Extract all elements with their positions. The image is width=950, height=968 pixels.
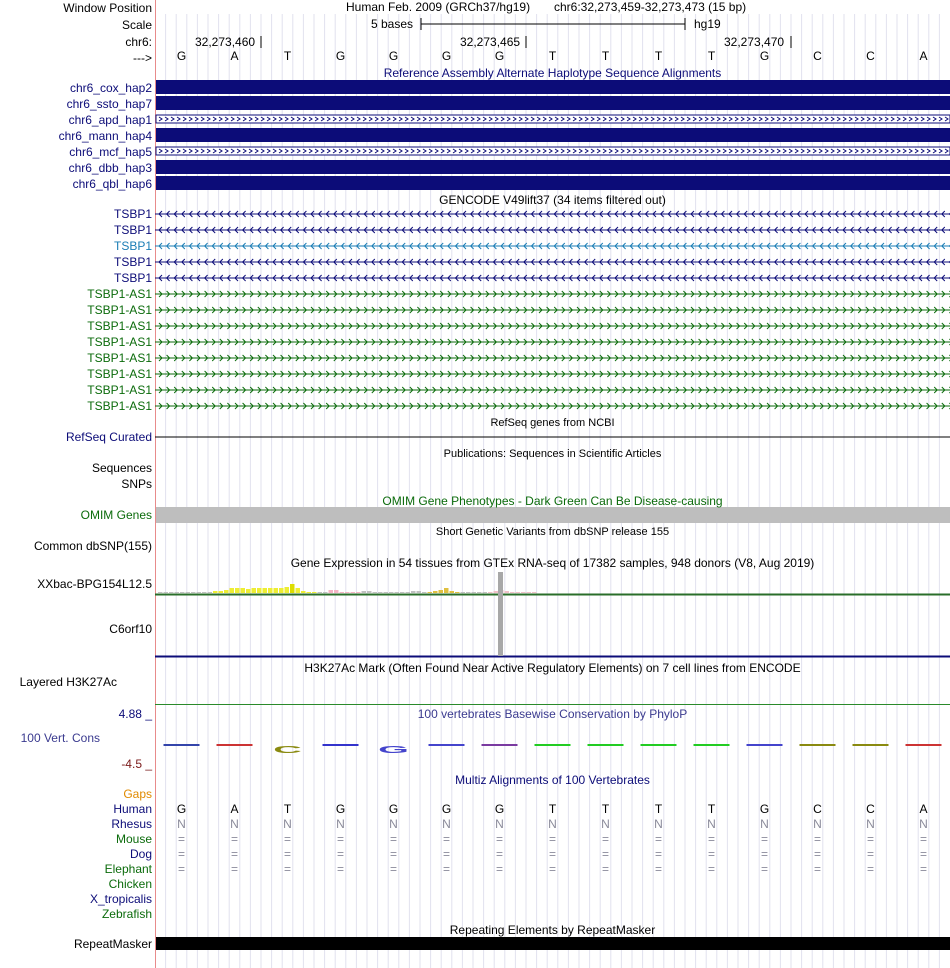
multiz-base: = bbox=[442, 862, 450, 876]
multiz-base: = bbox=[813, 847, 821, 861]
gencode-row-label[interactable]: TSBP1-AS1 bbox=[87, 383, 152, 397]
repeatmasker-track-title: Repeating Elements by RepeatMasker bbox=[449, 923, 656, 937]
multiz-base: = bbox=[760, 832, 768, 846]
phylop-base-bar bbox=[906, 744, 942, 746]
gtex-expression-bar bbox=[219, 591, 224, 593]
gencode-row-label[interactable]: TSBP1-AS1 bbox=[87, 319, 152, 333]
gtex-expression-bar bbox=[428, 592, 433, 593]
gtex-expression-bar bbox=[290, 584, 295, 593]
multiz-species-label[interactable]: Chicken bbox=[108, 877, 152, 891]
multiz-base: = bbox=[336, 847, 344, 861]
multiz-base: = bbox=[283, 862, 291, 876]
omim-track-label[interactable]: OMIM Genes bbox=[80, 508, 152, 522]
multiz-base: G bbox=[441, 802, 452, 816]
gtex-expression-bar bbox=[285, 587, 290, 593]
alt-hap-alignment-bar bbox=[156, 176, 950, 190]
phylop-base-bar bbox=[588, 744, 624, 746]
multiz-base: G bbox=[759, 802, 770, 816]
gencode-row-label[interactable]: TSBP1-AS1 bbox=[87, 367, 152, 381]
multiz-base: = bbox=[177, 832, 185, 846]
gtex-expression-bar bbox=[378, 592, 383, 593]
multiz-base: = bbox=[919, 847, 927, 861]
base-letter: T bbox=[548, 49, 557, 63]
publications-track-title: Publications: Sequences in Scientific Articles bbox=[443, 448, 662, 460]
base-letter: A bbox=[230, 49, 239, 63]
gtex-expression-bar bbox=[510, 592, 515, 593]
multiz-base: = bbox=[389, 847, 397, 861]
gtex-expression-bar bbox=[202, 592, 207, 593]
gencode-row-label[interactable]: TSBP1-AS1 bbox=[87, 287, 152, 301]
multiz-species-label[interactable]: Rhesus bbox=[111, 817, 152, 831]
gtex-expression-bar bbox=[444, 588, 449, 593]
tick-label-3: 32,273,470 bbox=[724, 35, 785, 49]
phylop-base-glyph: C bbox=[273, 744, 302, 756]
multiz-base: C bbox=[813, 802, 822, 816]
multiz-base: = bbox=[813, 832, 821, 846]
gtex-expression-bar bbox=[318, 592, 323, 593]
gtex-expression-bar bbox=[235, 588, 240, 593]
multiz-base: N bbox=[548, 817, 557, 831]
gtex-expression-bar bbox=[334, 590, 339, 593]
gtex-expression-bar bbox=[516, 592, 521, 593]
gencode-row-label[interactable]: TSBP1 bbox=[113, 239, 152, 253]
gtex-expression-bar bbox=[389, 592, 394, 593]
multiz-base: G bbox=[176, 802, 187, 816]
multiz-base: T bbox=[548, 802, 557, 816]
gencode-row-label[interactable]: TSBP1-AS1 bbox=[87, 399, 152, 413]
multiz-base: N bbox=[336, 817, 345, 831]
multiz-base: C bbox=[866, 802, 875, 816]
alt-hap-row-label[interactable]: chr6_qbl_hap6 bbox=[72, 177, 152, 191]
gtex-track-title: Gene Expression in 54 tissues from GTEx RNA-seq of 17382 samples, 948 donors (V8, Aug 2019) bbox=[290, 556, 815, 570]
multiz-base: N bbox=[866, 817, 875, 831]
multiz-species-label[interactable]: Dog bbox=[129, 847, 152, 861]
base-letter: G bbox=[759, 49, 770, 63]
phylop-track-title: 100 vertebrates Basewise Conservation by PhyloP bbox=[417, 707, 688, 721]
gtex-expression-bar bbox=[527, 592, 532, 593]
alt-hap-row-label[interactable]: chr6_mcf_hap5 bbox=[69, 145, 152, 159]
gtex-expression-bar bbox=[191, 592, 196, 593]
base-letter: G bbox=[388, 49, 399, 63]
gtex-gene2-label[interactable]: C6orf10 bbox=[109, 622, 152, 636]
strand-label: ---> bbox=[133, 51, 152, 65]
multiz-base: = bbox=[760, 847, 768, 861]
multiz-species-label[interactable]: X_tropicalis bbox=[89, 892, 152, 906]
multiz-gaps-label: Gaps bbox=[123, 787, 152, 801]
multiz-species-label[interactable]: Human bbox=[113, 802, 152, 816]
gtex-expression-bar bbox=[367, 591, 372, 593]
multiz-base: N bbox=[919, 817, 928, 831]
base-letter: G bbox=[176, 49, 187, 63]
gtex-expression-bar bbox=[450, 591, 455, 593]
multiz-base: N bbox=[177, 817, 186, 831]
gtex-expression-bar bbox=[257, 588, 262, 593]
h3k27ac-track-label[interactable]: Layered H3K27Ac bbox=[19, 675, 117, 689]
omim-track-title: OMIM Gene Phenotypes - Dark Green Can Be Disease-causing bbox=[382, 494, 723, 508]
gtex-expression-bar bbox=[307, 592, 312, 593]
multiz-species-label[interactable]: Mouse bbox=[115, 832, 152, 846]
base-letter: G bbox=[441, 49, 452, 63]
base-letter: C bbox=[866, 49, 875, 63]
tick-label-2: 32,273,465 bbox=[460, 35, 521, 49]
phylop-max-label: 4.88 _ bbox=[118, 707, 152, 721]
gencode-row-label[interactable]: TSBP1 bbox=[113, 207, 152, 221]
alt-hap-row-label[interactable]: chr6_cox_hap2 bbox=[69, 81, 152, 95]
gtex-expression-bar bbox=[230, 588, 235, 593]
multiz-base: N bbox=[230, 817, 239, 831]
alt-hap-row-label[interactable]: chr6_ssto_hap7 bbox=[66, 97, 152, 111]
publications-snps-label[interactable]: SNPs bbox=[121, 477, 152, 491]
multiz-base: = bbox=[707, 862, 715, 876]
multiz-base: A bbox=[919, 802, 928, 816]
gtex-expression-bar bbox=[329, 590, 334, 593]
h3k27ac-track-title: H3K27Ac Mark (Often Found Near Active Regulatory Elements) on 7 cell lines from ENCODE bbox=[304, 661, 801, 675]
gtex-expression-bar bbox=[411, 591, 416, 593]
phylop-base-bar bbox=[217, 744, 253, 746]
alt-hap-row-label[interactable]: chr6_apd_hap1 bbox=[68, 113, 152, 127]
phylop-base-bar bbox=[694, 744, 730, 746]
multiz-base: = bbox=[760, 862, 768, 876]
multiz-base: = bbox=[442, 832, 450, 846]
gtex-expression-bar bbox=[477, 592, 482, 593]
base-letter: A bbox=[919, 49, 928, 63]
gtex-expression-bar bbox=[455, 592, 460, 593]
gtex-expression-bar bbox=[279, 588, 284, 593]
gtex-expression-bar bbox=[241, 588, 246, 593]
alt-hap-alignment-bar bbox=[156, 160, 950, 174]
gtex-expression-bar bbox=[483, 592, 488, 593]
multiz-base: A bbox=[230, 802, 239, 816]
gtex-position-highlight bbox=[498, 572, 503, 656]
multiz-base: G bbox=[335, 802, 346, 816]
publications-sequences-label[interactable]: Sequences bbox=[91, 461, 152, 475]
refseq-track-title: RefSeq genes from NCBI bbox=[490, 417, 615, 429]
multiz-base: = bbox=[707, 847, 715, 861]
multiz-base: = bbox=[230, 862, 238, 876]
multiz-base: T bbox=[283, 802, 292, 816]
multiz-base: = bbox=[495, 832, 503, 846]
multiz-base: = bbox=[177, 847, 185, 861]
base-letter: G bbox=[494, 49, 505, 63]
gencode-row-label[interactable]: TSBP1 bbox=[113, 255, 152, 269]
gtex-expression-bar bbox=[384, 592, 389, 593]
multiz-base: = bbox=[442, 847, 450, 861]
gtex-expression-bar bbox=[488, 592, 493, 593]
gtex-expression-bar bbox=[263, 588, 268, 593]
multiz-base: T bbox=[601, 802, 610, 816]
gtex-expression-bar bbox=[505, 591, 510, 593]
phylop-track-label[interactable]: 100 Vert. Cons bbox=[20, 731, 100, 745]
base-letter: T bbox=[601, 49, 610, 63]
multiz-base: N bbox=[654, 817, 663, 831]
gtex-expression-bar bbox=[169, 592, 174, 593]
gtex-expression-bar bbox=[246, 589, 251, 593]
multiz-base: N bbox=[760, 817, 769, 831]
alt-hap-row-label[interactable]: chr6_mann_hap4 bbox=[58, 129, 152, 143]
multiz-base: = bbox=[336, 832, 344, 846]
gtex-expression-bar bbox=[323, 592, 328, 593]
multiz-base: N bbox=[495, 817, 504, 831]
gtex-expression-bar bbox=[197, 592, 202, 593]
multiz-species-label[interactable]: Zebrafish bbox=[101, 907, 152, 921]
multiz-base: = bbox=[866, 862, 874, 876]
phylop-base-bar bbox=[164, 744, 200, 746]
multiz-base: N bbox=[707, 817, 716, 831]
gtex-gene1-label[interactable]: XXbac-BPG154L12.5 bbox=[37, 577, 152, 591]
alt-hap-alignment-bar bbox=[156, 96, 950, 110]
gtex-expression-bar bbox=[186, 592, 191, 593]
tick-label-1: 32,273,460 bbox=[195, 35, 256, 49]
gtex-expression-bar bbox=[340, 592, 345, 593]
gtex-expression-bar bbox=[466, 592, 471, 593]
gtex-expression-bar bbox=[180, 592, 185, 593]
multiz-base: G bbox=[388, 802, 399, 816]
gtex-expression-bar bbox=[164, 592, 169, 593]
gtex-expression-bar bbox=[296, 588, 301, 593]
gtex-expression-bar bbox=[422, 592, 427, 593]
repeatmasker-bar bbox=[156, 937, 950, 950]
gtex-expression-bar bbox=[532, 592, 537, 593]
phylop-base-bar bbox=[323, 744, 359, 746]
gencode-track-title: GENCODE V49lift37 (34 items filtered out) bbox=[439, 193, 666, 207]
alt-hap-track-title: Reference Assembly Alternate Haplotype Sequence Alignments bbox=[383, 66, 722, 80]
phylop-base-bar bbox=[641, 744, 677, 746]
gtex-expression-bar bbox=[208, 592, 213, 593]
multiz-base: = bbox=[654, 847, 662, 861]
multiz-base: = bbox=[283, 832, 291, 846]
gtex-expression-bar bbox=[472, 592, 477, 593]
phylop-base-bar bbox=[535, 744, 571, 746]
gencode-row-label[interactable]: TSBP1-AS1 bbox=[87, 351, 152, 365]
multiz-species-label[interactable]: Elephant bbox=[104, 862, 152, 876]
gencode-row-label[interactable]: TSBP1-AS1 bbox=[87, 303, 152, 317]
alt-hap-row-label[interactable]: chr6_dbb_hap3 bbox=[68, 161, 152, 175]
repeatmasker-track-label[interactable]: RepeatMasker bbox=[73, 937, 152, 951]
scale-label: Scale bbox=[121, 18, 152, 32]
multiz-base: N bbox=[813, 817, 822, 831]
assembly-label: Human Feb. 2009 (GRCh37/hg19) bbox=[346, 0, 531, 14]
gtex-expression-bar bbox=[461, 592, 466, 593]
multiz-base: = bbox=[389, 832, 397, 846]
base-letter: T bbox=[654, 49, 663, 63]
phylop-base-bar bbox=[429, 744, 465, 746]
gtex-expression-bar bbox=[158, 592, 163, 593]
gtex-expression-bar bbox=[395, 592, 400, 593]
multiz-base: = bbox=[548, 847, 556, 861]
dbsnp-track-title: Short Genetic Variants from dbSNP release 155 bbox=[435, 526, 670, 538]
multiz-base: = bbox=[548, 832, 556, 846]
multiz-base: N bbox=[442, 817, 451, 831]
base-letter: C bbox=[813, 49, 822, 63]
gtex-expression-bar bbox=[301, 591, 306, 593]
multiz-base: T bbox=[707, 802, 716, 816]
multiz-base: = bbox=[866, 847, 874, 861]
multiz-base: = bbox=[177, 862, 185, 876]
multiz-base: = bbox=[654, 832, 662, 846]
multiz-base: N bbox=[601, 817, 610, 831]
multiz-base: = bbox=[548, 862, 556, 876]
gtex-expression-bar bbox=[356, 592, 361, 593]
db-label: hg19 bbox=[694, 17, 721, 31]
gtex-expression-bar bbox=[362, 591, 367, 593]
gtex-expression-bar bbox=[417, 591, 422, 593]
multiz-base: = bbox=[601, 847, 609, 861]
multiz-base: = bbox=[707, 832, 715, 846]
dbsnp-track-label[interactable]: Common dbSNP(155) bbox=[33, 539, 152, 553]
omim-bar bbox=[156, 507, 950, 523]
multiz-base: = bbox=[866, 832, 874, 846]
gencode-row-label[interactable]: TSBP1 bbox=[113, 271, 152, 285]
multiz-base: = bbox=[495, 862, 503, 876]
multiz-base: N bbox=[389, 817, 398, 831]
refseq-track-label[interactable]: RefSeq Curated bbox=[65, 430, 152, 444]
phylop-base-bar bbox=[853, 744, 889, 746]
multiz-track-title: Multiz Alignments of 100 Vertebrates bbox=[455, 773, 650, 787]
chrom-label: chr6: bbox=[125, 35, 152, 49]
multiz-base: = bbox=[389, 862, 397, 876]
multiz-base: T bbox=[654, 802, 663, 816]
gtex-expression-bar bbox=[345, 592, 350, 593]
phylop-base-bar bbox=[482, 744, 518, 746]
gencode-row-label[interactable]: TSBP1 bbox=[113, 223, 152, 237]
gtex-expression-bar bbox=[213, 591, 218, 593]
multiz-base: = bbox=[230, 832, 238, 846]
gtex-expression-bar bbox=[268, 588, 273, 593]
multiz-base: = bbox=[336, 862, 344, 876]
multiz-base: = bbox=[654, 862, 662, 876]
gtex-expression-bar bbox=[274, 588, 279, 593]
position-label: chr6:32,273,459-32,273,473 (15 bp) bbox=[554, 0, 747, 14]
multiz-base: = bbox=[283, 847, 291, 861]
gtex-expression-bar bbox=[439, 590, 444, 593]
alt-hap-alignment-bar bbox=[156, 80, 950, 94]
gtex-expression-bar bbox=[175, 592, 180, 593]
multiz-base: = bbox=[601, 862, 609, 876]
gtex-expression-bar bbox=[494, 591, 499, 593]
gtex-expression-bar bbox=[433, 591, 438, 593]
gtex-expression-bar bbox=[406, 592, 411, 593]
gencode-row-label[interactable]: TSBP1-AS1 bbox=[87, 335, 152, 349]
window-position-label: Window Position bbox=[63, 1, 152, 15]
gtex-expression-bar bbox=[224, 590, 229, 593]
gtex-expression-bar bbox=[400, 592, 405, 593]
phylop-min-label: -4.5 _ bbox=[121, 757, 152, 771]
gtex-expression-bar bbox=[351, 592, 356, 593]
multiz-base: = bbox=[813, 862, 821, 876]
multiz-base: = bbox=[601, 832, 609, 846]
gtex-expression-bar bbox=[312, 592, 317, 593]
phylop-base-glyph: G bbox=[378, 744, 409, 756]
base-letter: T bbox=[283, 49, 292, 63]
phylop-base-bar bbox=[800, 744, 836, 746]
multiz-base: = bbox=[495, 847, 503, 861]
base-letter: T bbox=[707, 49, 716, 63]
gtex-expression-bar bbox=[521, 592, 526, 593]
gtex-expression-bar bbox=[252, 588, 257, 593]
alt-hap-alignment-bar bbox=[156, 128, 950, 142]
base-letter: G bbox=[335, 49, 346, 63]
multiz-base: N bbox=[283, 817, 292, 831]
multiz-base: = bbox=[919, 832, 927, 846]
phylop-base-bar bbox=[747, 744, 783, 746]
multiz-base: = bbox=[919, 862, 927, 876]
multiz-base: = bbox=[230, 847, 238, 861]
scale-text: 5 bases bbox=[371, 17, 414, 31]
multiz-base: G bbox=[494, 802, 505, 816]
gtex-expression-bar bbox=[373, 592, 378, 593]
